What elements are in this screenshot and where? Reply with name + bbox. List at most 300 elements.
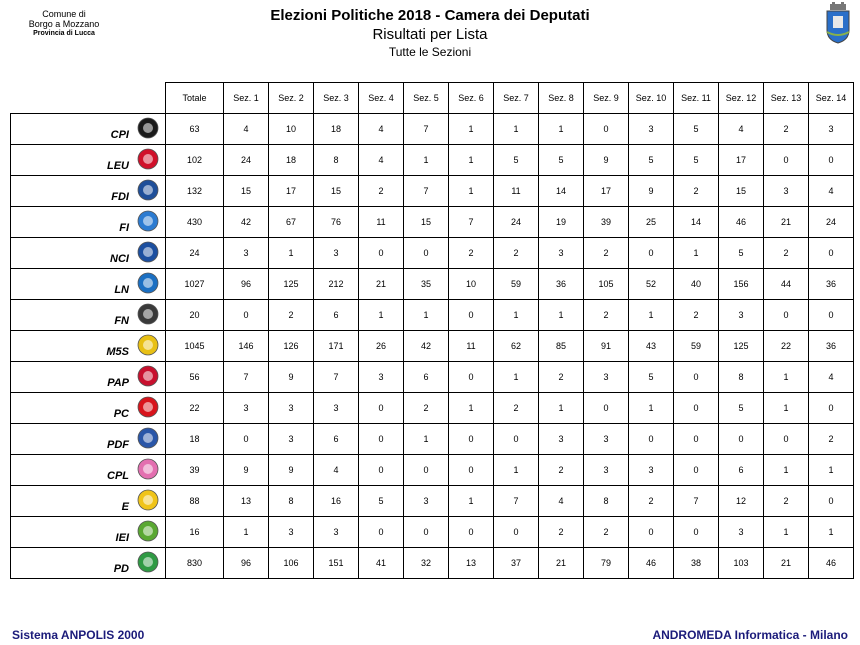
section-votes-cell: 1 <box>494 362 539 393</box>
section-votes-cell: 44 <box>764 269 809 300</box>
section-votes-cell: 2 <box>809 424 854 455</box>
section-votes-cell: 3 <box>584 424 629 455</box>
total-votes-cell: 22 <box>166 393 224 424</box>
section-votes-cell: 15 <box>719 176 764 207</box>
section-votes-cell: 0 <box>224 424 269 455</box>
section-votes-cell: 14 <box>674 207 719 238</box>
section-votes-cell: 0 <box>404 455 449 486</box>
section-votes-cell: 3 <box>809 114 854 145</box>
total-votes-cell: 24 <box>166 238 224 269</box>
liberi-e-uguali-logo-icon <box>137 148 159 170</box>
section-votes-cell: 0 <box>764 424 809 455</box>
party-abbreviation: M5S <box>106 346 129 358</box>
section-votes-cell: 125 <box>719 331 764 362</box>
section-votes-cell: 5 <box>629 362 674 393</box>
party-abbreviation: LEU <box>107 160 129 172</box>
table-row <box>11 548 854 579</box>
section-votes-cell: 46 <box>719 207 764 238</box>
column-header-sez-7: Sez. 7 <box>494 83 539 114</box>
section-votes-cell: 8 <box>719 362 764 393</box>
party-cell <box>11 517 166 548</box>
section-votes-cell: 2 <box>449 238 494 269</box>
total-votes-cell: 88 <box>166 486 224 517</box>
total-votes-cell: 39 <box>166 455 224 486</box>
section-votes-cell: 9 <box>584 145 629 176</box>
section-votes-cell: 14 <box>539 176 584 207</box>
section-votes-cell: 5 <box>539 145 584 176</box>
section-votes-cell: 3 <box>269 424 314 455</box>
section-votes-cell: 0 <box>809 238 854 269</box>
column-header-sez-2: Sez. 2 <box>269 83 314 114</box>
total-votes-cell: 56 <box>166 362 224 393</box>
table-row <box>11 269 854 300</box>
column-header-sez-12: Sez. 12 <box>719 83 764 114</box>
report-titles <box>180 7 680 60</box>
section-votes-cell: 1 <box>539 114 584 145</box>
section-votes-cell: 0 <box>449 362 494 393</box>
section-votes-cell: 1 <box>224 517 269 548</box>
section-votes-cell: 46 <box>809 548 854 579</box>
section-votes-cell: 11 <box>494 176 539 207</box>
section-votes-cell: 2 <box>764 238 809 269</box>
section-votes-cell: 3 <box>719 517 764 548</box>
section-votes-cell: 24 <box>224 145 269 176</box>
section-votes-cell: 1 <box>449 393 494 424</box>
section-votes-cell: 32 <box>404 548 449 579</box>
section-votes-cell: 2 <box>539 517 584 548</box>
section-votes-cell: 0 <box>359 424 404 455</box>
section-votes-cell: 0 <box>674 455 719 486</box>
section-votes-cell: 10 <box>449 269 494 300</box>
section-votes-cell: 52 <box>629 269 674 300</box>
section-votes-cell: 7 <box>449 207 494 238</box>
section-votes-cell: 1 <box>449 145 494 176</box>
section-votes-cell: 8 <box>269 486 314 517</box>
party-cell <box>11 114 166 145</box>
section-votes-cell: 9 <box>224 455 269 486</box>
section-votes-cell: 5 <box>674 145 719 176</box>
section-votes-cell: 0 <box>449 517 494 548</box>
section-votes-cell: 105 <box>584 269 629 300</box>
section-votes-cell: 1 <box>494 455 539 486</box>
section-votes-cell: 5 <box>719 393 764 424</box>
piu-europa-logo-icon <box>137 489 159 511</box>
party-cell <box>11 176 166 207</box>
section-votes-cell: 15 <box>404 207 449 238</box>
section-votes-cell: 4 <box>314 455 359 486</box>
section-votes-cell: 6 <box>719 455 764 486</box>
section-votes-cell: 0 <box>359 238 404 269</box>
total-votes-cell: 18 <box>166 424 224 455</box>
section-votes-cell: 17 <box>584 176 629 207</box>
party-cell <box>11 424 166 455</box>
section-votes-cell: 22 <box>764 331 809 362</box>
section-votes-cell: 0 <box>449 300 494 331</box>
section-votes-cell: 19 <box>539 207 584 238</box>
party-abbreviation: CPL <box>107 470 129 482</box>
footer-system-name: Sistema ANPOLIS 2000 <box>12 628 145 642</box>
party-cell <box>11 331 166 362</box>
section-votes-cell: 7 <box>224 362 269 393</box>
party-cell <box>11 207 166 238</box>
section-votes-cell: 3 <box>314 517 359 548</box>
section-votes-cell: 1 <box>764 455 809 486</box>
section-votes-cell: 15 <box>224 176 269 207</box>
party-abbreviation: PDF <box>107 439 129 451</box>
section-votes-cell: 1 <box>809 455 854 486</box>
table-row <box>11 176 854 207</box>
section-votes-cell: 0 <box>674 393 719 424</box>
comune-label: Comune di <box>42 9 86 19</box>
section-votes-cell: 26 <box>359 331 404 362</box>
section-votes-cell: 0 <box>674 424 719 455</box>
section-votes-cell: 1 <box>404 145 449 176</box>
table-row <box>11 393 854 424</box>
section-votes-cell: 4 <box>809 362 854 393</box>
section-votes-cell: 1 <box>449 486 494 517</box>
section-votes-cell: 6 <box>404 362 449 393</box>
report-title: Elezioni Politiche 2018 - Camera dei Deputati <box>270 7 590 24</box>
section-votes-cell: 9 <box>269 455 314 486</box>
table-row <box>11 114 854 145</box>
section-votes-cell: 5 <box>359 486 404 517</box>
section-votes-cell: 46 <box>629 548 674 579</box>
popolo-della-famiglia-logo-icon <box>137 427 159 449</box>
section-votes-cell: 3 <box>224 238 269 269</box>
party-cell <box>11 300 166 331</box>
total-votes-cell: 1027 <box>166 269 224 300</box>
section-votes-cell: 2 <box>629 486 674 517</box>
party-abbreviation: FDI <box>111 191 129 203</box>
section-votes-cell: 3 <box>359 362 404 393</box>
section-votes-cell: 21 <box>539 548 584 579</box>
section-votes-cell: 0 <box>809 486 854 517</box>
column-header-sez-11: Sez. 11 <box>674 83 719 114</box>
section-votes-cell: 103 <box>719 548 764 579</box>
table-row <box>11 362 854 393</box>
table-header-row <box>11 83 854 114</box>
section-votes-cell: 4 <box>359 145 404 176</box>
section-votes-cell: 1 <box>269 238 314 269</box>
civica-popolare-logo-icon <box>137 458 159 480</box>
section-votes-cell: 1 <box>494 114 539 145</box>
casapound-logo-icon <box>137 117 159 139</box>
column-header-sez-3: Sez. 3 <box>314 83 359 114</box>
section-votes-cell: 0 <box>359 455 404 486</box>
section-votes-cell: 2 <box>404 393 449 424</box>
forza-italia-logo-icon <box>137 210 159 232</box>
section-votes-cell: 4 <box>539 486 584 517</box>
section-votes-cell: 0 <box>449 455 494 486</box>
section-votes-cell: 0 <box>224 300 269 331</box>
section-votes-cell: 21 <box>764 207 809 238</box>
section-votes-cell: 42 <box>224 207 269 238</box>
section-votes-cell: 1 <box>404 424 449 455</box>
section-votes-cell: 146 <box>224 331 269 362</box>
section-votes-cell: 7 <box>404 114 449 145</box>
section-votes-cell: 0 <box>404 517 449 548</box>
section-votes-cell: 13 <box>224 486 269 517</box>
party-abbreviation: FI <box>119 222 129 234</box>
section-votes-cell: 21 <box>359 269 404 300</box>
fratelli-ditalia-logo-icon <box>137 179 159 201</box>
section-votes-cell: 3 <box>629 114 674 145</box>
section-votes-cell: 59 <box>494 269 539 300</box>
party-abbreviation: NCI <box>110 253 129 265</box>
section-votes-cell: 76 <box>314 207 359 238</box>
section-votes-cell: 62 <box>494 331 539 362</box>
section-votes-cell: 36 <box>809 269 854 300</box>
section-votes-cell: 0 <box>449 424 494 455</box>
total-votes-cell: 1045 <box>166 331 224 362</box>
section-votes-cell: 1 <box>629 300 674 331</box>
section-votes-cell: 3 <box>404 486 449 517</box>
section-votes-cell: 7 <box>314 362 359 393</box>
section-votes-cell: 59 <box>674 331 719 362</box>
italia-europa-insieme-logo-icon <box>137 520 159 542</box>
section-votes-cell: 15 <box>314 176 359 207</box>
section-votes-cell: 42 <box>404 331 449 362</box>
section-votes-cell: 2 <box>269 300 314 331</box>
section-votes-cell: 7 <box>494 486 539 517</box>
section-votes-cell: 106 <box>269 548 314 579</box>
column-header-sez-14: Sez. 14 <box>809 83 854 114</box>
section-votes-cell: 16 <box>314 486 359 517</box>
column-header-sez-1: Sez. 1 <box>224 83 269 114</box>
section-votes-cell: 5 <box>674 114 719 145</box>
noi-con-litalia-logo-icon <box>137 241 159 263</box>
section-votes-cell: 12 <box>719 486 764 517</box>
section-votes-cell: 2 <box>674 300 719 331</box>
section-votes-cell: 0 <box>629 424 674 455</box>
section-votes-cell: 4 <box>809 176 854 207</box>
section-votes-cell: 0 <box>764 145 809 176</box>
section-votes-cell: 2 <box>494 393 539 424</box>
coat-of-arms-icon <box>823 2 853 44</box>
column-header-sez-13: Sez. 13 <box>764 83 809 114</box>
section-votes-cell: 18 <box>314 114 359 145</box>
section-votes-cell: 96 <box>224 269 269 300</box>
movimento-5-stelle-logo-icon <box>137 334 159 356</box>
section-votes-cell: 5 <box>629 145 674 176</box>
section-votes-cell: 41 <box>359 548 404 579</box>
section-votes-cell: 9 <box>269 362 314 393</box>
table-row <box>11 145 854 176</box>
section-votes-cell: 1 <box>764 362 809 393</box>
section-votes-cell: 8 <box>314 145 359 176</box>
party-abbreviation: PD <box>113 563 129 575</box>
section-votes-cell: 6 <box>314 424 359 455</box>
section-votes-cell: 85 <box>539 331 584 362</box>
section-votes-cell: 3 <box>764 176 809 207</box>
party-cell <box>11 486 166 517</box>
section-votes-cell: 1 <box>449 114 494 145</box>
table-row <box>11 455 854 486</box>
section-votes-cell: 6 <box>314 300 359 331</box>
section-votes-cell: 0 <box>404 238 449 269</box>
party-cell <box>11 145 166 176</box>
section-votes-cell: 0 <box>674 362 719 393</box>
section-votes-cell: 8 <box>584 486 629 517</box>
section-votes-cell: 1 <box>539 393 584 424</box>
corner-cell <box>11 83 166 114</box>
section-votes-cell: 2 <box>674 176 719 207</box>
section-votes-cell: 7 <box>674 486 719 517</box>
section-votes-cell: 156 <box>719 269 764 300</box>
party-abbreviation: IEI <box>115 532 129 544</box>
report-subtitle: Risultati per Lista <box>372 26 488 43</box>
partito-democratico-logo-icon <box>137 551 159 573</box>
section-votes-cell: 5 <box>494 145 539 176</box>
section-votes-cell: 1 <box>629 393 674 424</box>
section-votes-cell: 4 <box>359 114 404 145</box>
section-votes-cell: 9 <box>629 176 674 207</box>
section-votes-cell: 2 <box>764 486 809 517</box>
section-votes-cell: 25 <box>629 207 674 238</box>
total-votes-cell: 132 <box>166 176 224 207</box>
section-votes-cell: 37 <box>494 548 539 579</box>
section-votes-cell: 36 <box>809 331 854 362</box>
section-votes-cell: 11 <box>359 207 404 238</box>
section-votes-cell: 1 <box>494 300 539 331</box>
section-votes-cell: 151 <box>314 548 359 579</box>
section-votes-cell: 2 <box>539 455 584 486</box>
party-cell <box>11 269 166 300</box>
section-votes-cell: 0 <box>674 517 719 548</box>
section-votes-cell: 1 <box>449 176 494 207</box>
party-abbreviation: PAP <box>107 377 129 389</box>
party-abbreviation: PC <box>113 408 129 420</box>
section-votes-cell: 2 <box>584 300 629 331</box>
section-votes-cell: 11 <box>449 331 494 362</box>
section-votes-cell: 3 <box>314 238 359 269</box>
total-votes-cell: 102 <box>166 145 224 176</box>
section-votes-cell: 2 <box>494 238 539 269</box>
party-cell <box>11 548 166 579</box>
section-votes-cell: 40 <box>674 269 719 300</box>
section-votes-cell: 21 <box>764 548 809 579</box>
section-votes-cell: 3 <box>539 424 584 455</box>
section-votes-cell: 212 <box>314 269 359 300</box>
total-votes-cell: 20 <box>166 300 224 331</box>
comune-header <box>14 9 114 39</box>
section-votes-cell: 1 <box>539 300 584 331</box>
table-row <box>11 424 854 455</box>
section-votes-cell: 0 <box>584 114 629 145</box>
total-votes-cell: 430 <box>166 207 224 238</box>
section-votes-cell: 18 <box>269 145 314 176</box>
section-votes-cell: 0 <box>584 393 629 424</box>
section-votes-cell: 0 <box>629 517 674 548</box>
column-header-sez-5: Sez. 5 <box>404 83 449 114</box>
party-cell <box>11 393 166 424</box>
table-row <box>11 486 854 517</box>
section-votes-cell: 2 <box>539 362 584 393</box>
party-abbreviation: E <box>121 501 129 513</box>
comune-name: Borgo a Mozzano <box>28 19 100 29</box>
party-abbreviation: CPI <box>110 129 129 141</box>
section-votes-cell: 125 <box>269 269 314 300</box>
potere-al-popolo-logo-icon <box>137 365 159 387</box>
section-votes-cell: 0 <box>494 517 539 548</box>
lega-logo-icon <box>137 272 159 294</box>
section-votes-cell: 2 <box>584 238 629 269</box>
column-header-totale: Totale <box>166 83 224 114</box>
results-table <box>10 82 854 579</box>
section-votes-cell: 67 <box>269 207 314 238</box>
section-votes-cell: 3 <box>269 393 314 424</box>
section-votes-cell: 24 <box>809 207 854 238</box>
column-header-sez-9: Sez. 9 <box>584 83 629 114</box>
party-cell <box>11 238 166 269</box>
section-votes-cell: 1 <box>809 517 854 548</box>
section-votes-cell: 0 <box>359 393 404 424</box>
section-votes-cell: 0 <box>494 424 539 455</box>
party-abbreviation: LN <box>114 284 129 296</box>
section-votes-cell: 1 <box>404 300 449 331</box>
section-votes-cell: 3 <box>314 393 359 424</box>
section-votes-cell: 0 <box>359 517 404 548</box>
section-votes-cell: 7 <box>404 176 449 207</box>
section-votes-cell: 17 <box>269 176 314 207</box>
column-header-sez-10: Sez. 10 <box>629 83 674 114</box>
report-scope: Tutte le Sezioni <box>388 45 472 59</box>
table-row <box>11 517 854 548</box>
section-votes-cell: 24 <box>494 207 539 238</box>
section-votes-cell: 39 <box>584 207 629 238</box>
section-votes-cell: 4 <box>224 114 269 145</box>
section-votes-cell: 96 <box>224 548 269 579</box>
section-votes-cell: 91 <box>584 331 629 362</box>
section-votes-cell: 2 <box>584 517 629 548</box>
table-row <box>11 331 854 362</box>
total-votes-cell: 16 <box>166 517 224 548</box>
party-abbreviation: FN <box>114 315 129 327</box>
section-votes-cell: 3 <box>719 300 764 331</box>
section-votes-cell: 0 <box>809 145 854 176</box>
section-votes-cell: 1 <box>359 300 404 331</box>
section-votes-cell: 3 <box>269 517 314 548</box>
party-cell <box>11 362 166 393</box>
column-header-sez-4: Sez. 4 <box>359 83 404 114</box>
section-votes-cell: 1 <box>764 517 809 548</box>
section-votes-cell: 0 <box>764 300 809 331</box>
section-votes-cell: 3 <box>629 455 674 486</box>
section-votes-cell: 0 <box>629 238 674 269</box>
section-votes-cell: 0 <box>719 424 764 455</box>
section-votes-cell: 43 <box>629 331 674 362</box>
total-votes-cell: 63 <box>166 114 224 145</box>
section-votes-cell: 1 <box>764 393 809 424</box>
section-votes-cell: 13 <box>449 548 494 579</box>
provincia-name: Provincia di Lucca <box>33 30 95 37</box>
section-votes-cell: 17 <box>719 145 764 176</box>
table-row <box>11 300 854 331</box>
section-votes-cell: 0 <box>809 300 854 331</box>
section-votes-cell: 79 <box>584 548 629 579</box>
column-header-sez-8: Sez. 8 <box>539 83 584 114</box>
total-votes-cell: 830 <box>166 548 224 579</box>
section-votes-cell: 3 <box>584 455 629 486</box>
partito-comunista-logo-icon <box>137 396 159 418</box>
section-votes-cell: 3 <box>539 238 584 269</box>
section-votes-cell: 0 <box>809 393 854 424</box>
party-cell <box>11 455 166 486</box>
section-votes-cell: 2 <box>764 114 809 145</box>
section-votes-cell: 3 <box>224 393 269 424</box>
table-row <box>11 238 854 269</box>
section-votes-cell: 2 <box>359 176 404 207</box>
